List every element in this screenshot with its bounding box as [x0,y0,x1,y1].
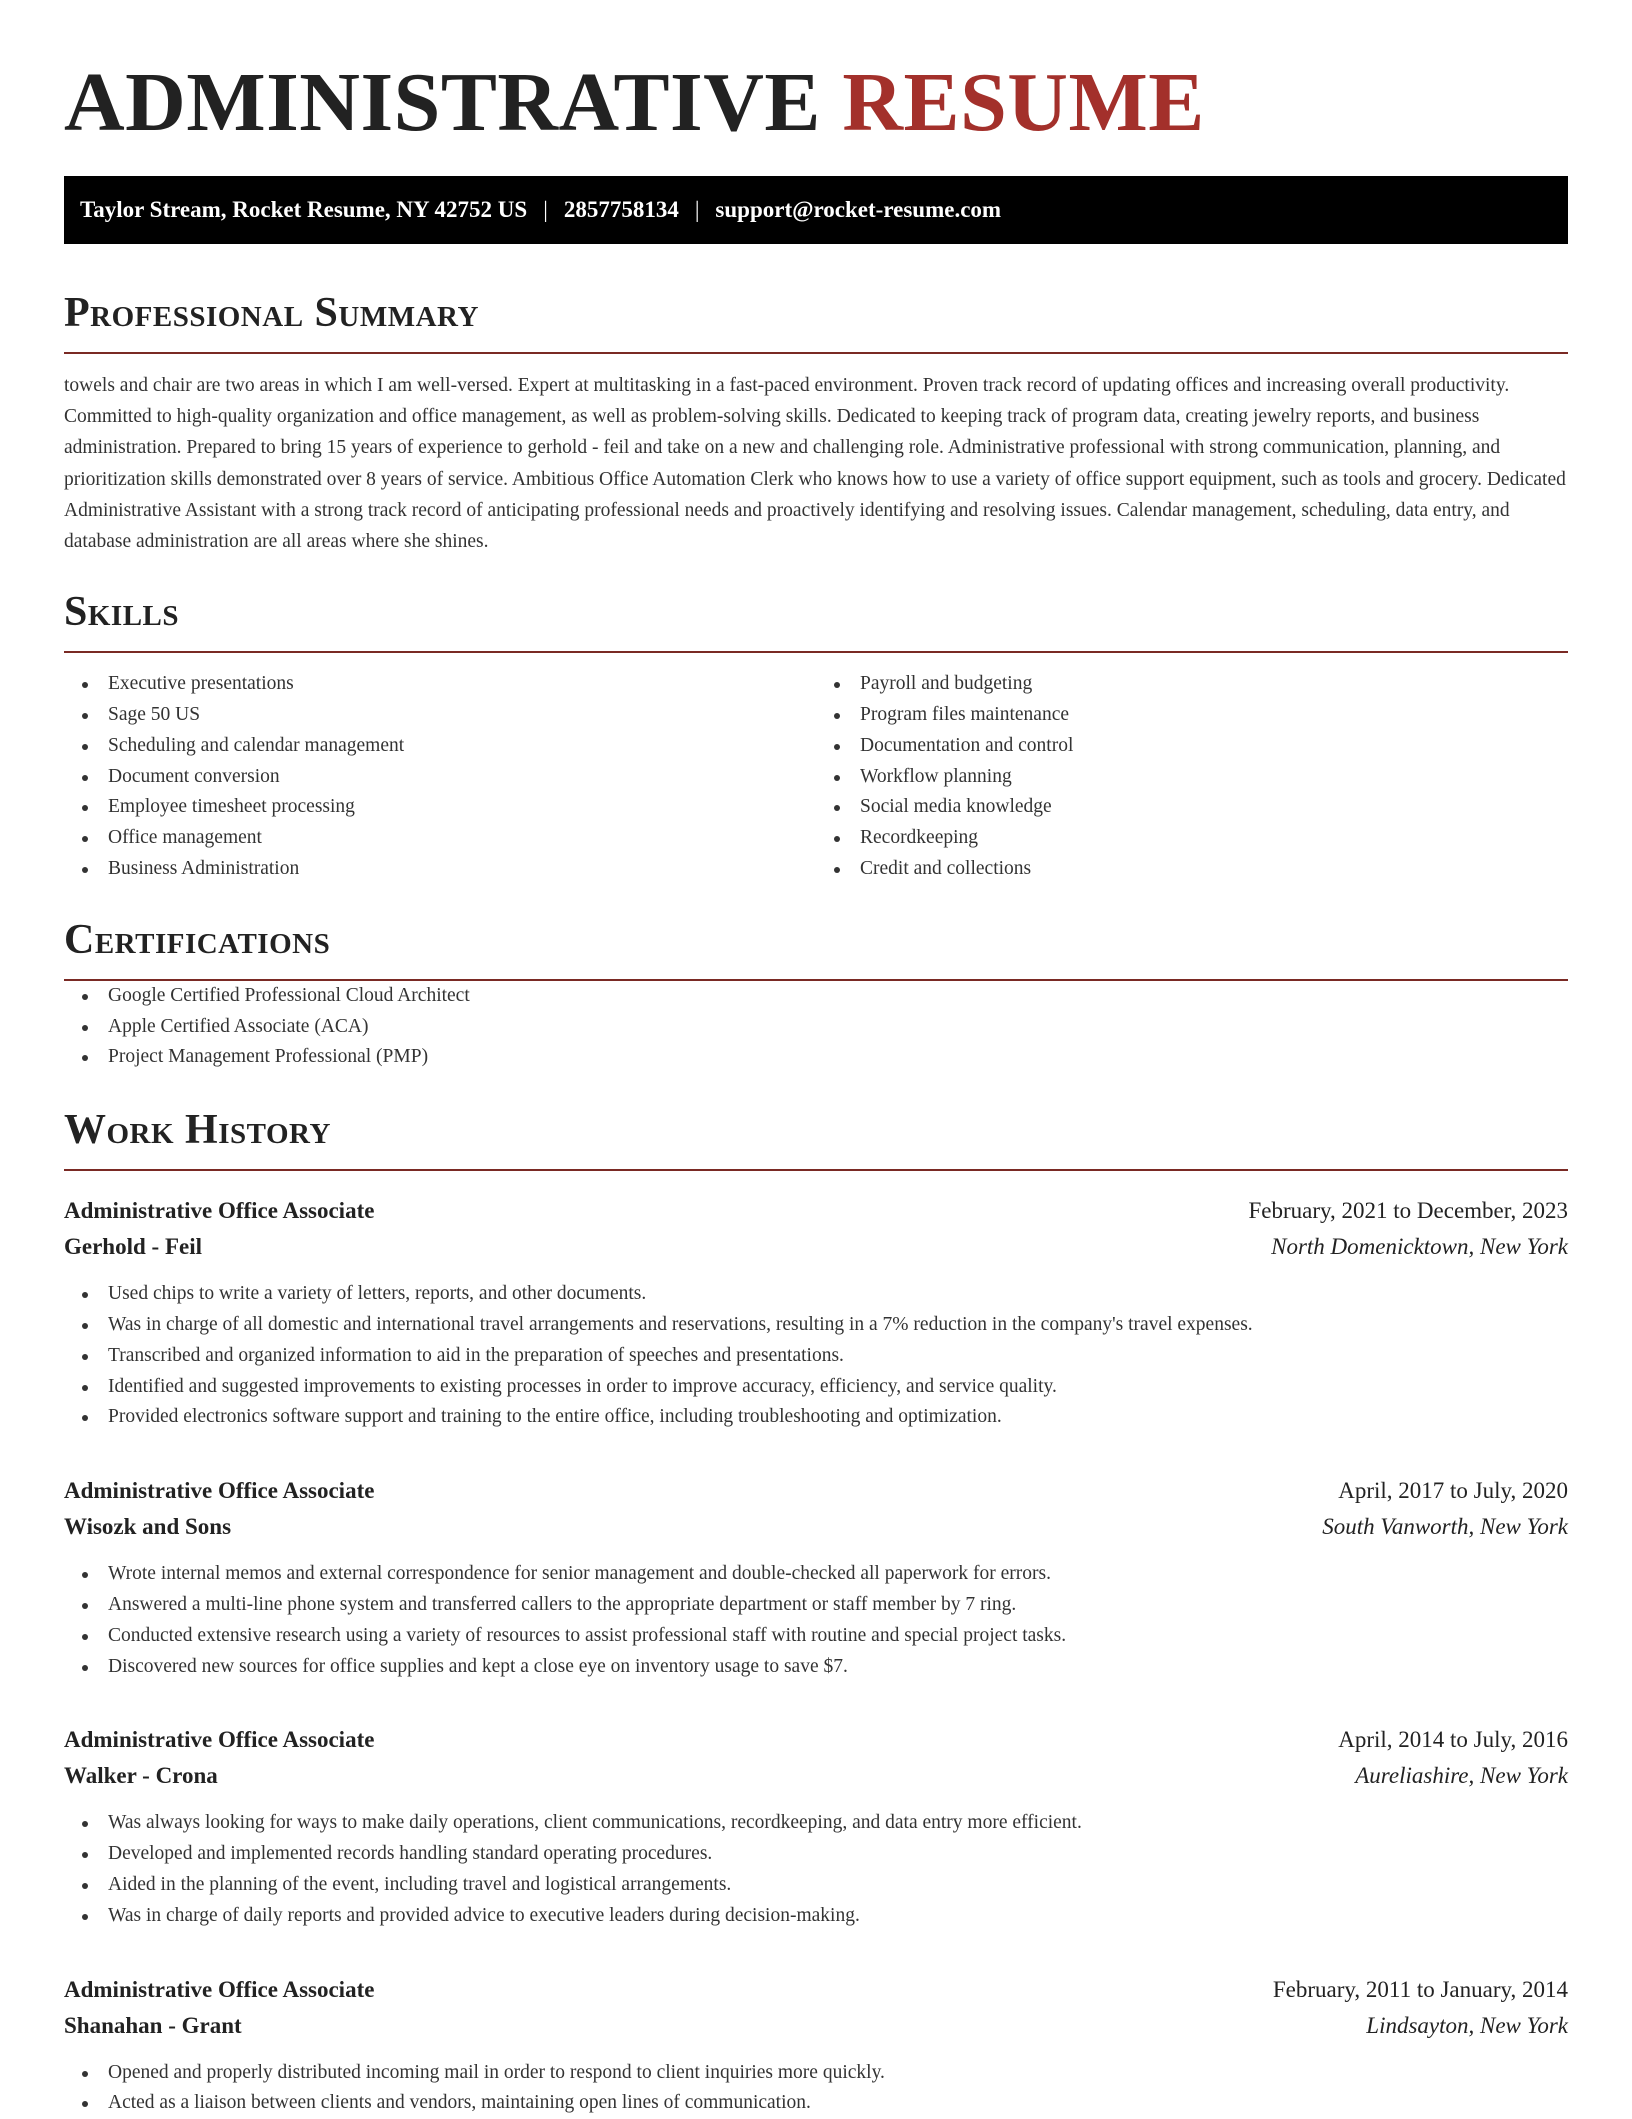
skill-item: Documentation and control [816,731,1568,762]
job-location: North Domenicktown, New York [1271,1234,1568,1260]
job-dates: April, 2014 to July, 2016 [1338,1727,1568,1753]
skill-item: Sage 50 US [64,700,816,731]
job-company: Shanahan - Grant [64,2012,242,2038]
section-divider [64,1169,1568,1171]
section-heading: Skills [64,589,180,636]
title-accent: RESUME [842,56,1205,149]
job-dates: February, 2011 to January, 2014 [1272,1976,1568,2002]
job-company-row [64,1509,1568,1545]
certification-item: Project Management Professional (PMP) [64,1042,1568,1073]
contact-separator: | [543,197,548,222]
job-bullet: Was in charge of all domestic and international travel arrangements and reservations, resulting in a 7% reduction in the company's travel expenses. [64,1310,1568,1341]
section-divider [64,651,1568,653]
section-heading: Professional Summary [64,290,479,336]
job-dates: April, 2017 to July, 2020 [1338,1478,1568,1504]
certifications-section [64,915,1568,1073]
job-bullet: Acted as a liaison between clients and vendors, maintaining open lines of communication. [64,2088,1568,2119]
work-history-section [64,1105,1568,2119]
job-bullet: Answered a multi-line phone system and transferred callers to the appropriate department or staff member by 7 ring. [64,1590,1568,1621]
contact-email: support@rocket-resume.com [715,197,1002,222]
skill-item: Recordkeeping [816,823,1568,854]
job-entry [64,1473,1568,1682]
skill-item: Social media knowledge [816,792,1568,823]
section-divider [64,352,1568,354]
professional-summary-section [64,288,1568,557]
job-dates: February, 2021 to December, 2023 [1248,1198,1568,1224]
job-header-row [64,1193,1568,1229]
certification-item: Google Certified Professional Cloud Architect [64,981,1568,1012]
job-header-row [64,1972,1568,2008]
job-bullets [64,1559,1568,1682]
job-company-row [64,2008,1568,2044]
job-bullet: Conducted extensive research using a variety of resources to assist professional staff with routine and special project tasks. [64,1621,1568,1652]
job-entry [64,1972,1568,2119]
skill-item: Executive presentations [64,669,816,700]
job-bullet: Discovered new sources for office supplies and kept a close eye on inventory usage to save $7. [64,1652,1568,1683]
skill-item: Scheduling and calendar management [64,731,816,762]
job-company: Gerhold - Feil [64,1234,202,1260]
job-bullets [64,2058,1568,2119]
job-bullet: Was always looking for ways to make daily operations, client communications, recordkeeping, and data entry more efficient. [64,1808,1568,1839]
certifications-list [64,981,1568,1073]
skill-item: Business Administration [64,854,816,885]
skills-list-right [816,669,1568,885]
job-bullet: Aided in the planning of the event, including travel and logistical arrangements. [64,1870,1568,1901]
skill-item: Program files maintenance [816,700,1568,731]
job-bullet: Opened and properly distributed incoming mail in order to respond to client inquiries more quickly. [64,2058,1568,2089]
job-location: Lindsayton, New York [1366,2012,1568,2038]
contact-phone: 2857758134 [563,197,679,222]
job-bullet: Wrote internal memos and external correspondence for senior management and double-checked all paperwork for errors. [64,1559,1568,1590]
skill-item: Payroll and budgeting [816,669,1568,700]
job-header-row [64,1722,1568,1758]
skill-item: Office management [64,823,816,854]
job-location: South Vanworth, New York [1322,1514,1568,1540]
job-bullet: Transcribed and organized information to aid in the preparation of speeches and presentations. [64,1341,1568,1372]
summary-text: towels and chair are two areas in which I am well-versed. Expert at multitasking in a fast-paced environment. Proven track record of updating offices and increasing overall productivity. Committed to high-quality organization and office management, as well as problem-solving skills. Dedicated to keeping track of program data, creating jewelry reports, and business administration. Prepared to bring 15 years of experience to gerhold - feil and take on a new and challenging role. Administrative professional with strong communication, planning, and prioritization skills demonstrated over 8 years of service. Ambitious Office Automation Clerk who knows how to use a variety of office support equipment, such as tools and grocery. Dedicated Administrative Assistant with a strong track record of anticipating professional needs and proactively identifying and resolving issues. Calendar management, scheduling, data entry, and database administration are all areas where she shines. [64,375,1566,553]
certification-item: Apple Certified Associate (ACA) [64,1012,1568,1043]
skills-section [64,587,1568,885]
skills-list-left [64,669,816,885]
contact-bar [64,176,1568,244]
job-title: Administrative Office Associate [64,1727,375,1753]
skills-columns [64,669,1568,885]
job-company: Walker - Crona [64,1763,218,1789]
contact-address: Taylor Stream, Rocket Resume, NY 42752 US [80,197,528,222]
job-title: Administrative Office Associate [64,1198,375,1224]
contact-separator: | [694,197,700,222]
job-bullets [64,1808,1568,1931]
job-title: Administrative Office Associate [64,1478,375,1504]
job-company-row [64,1758,1568,1794]
job-entry [64,1722,1568,1931]
job-entry [64,1193,1568,1433]
job-bullets [64,1279,1568,1433]
job-company: Wisozk and Sons [64,1514,232,1540]
job-bullet: Used chips to write a variety of letters, reports, and other documents. [64,1279,1568,1310]
job-company-row [64,1229,1568,1265]
job-bullet: Identified and suggested improvements to existing processes in order to improve accuracy, efficiency, and service quality. [64,1372,1568,1403]
skill-item: Employee timesheet processing [64,792,816,823]
section-heading: Certifications [64,916,331,963]
job-location: Aureliashire, New York [1355,1763,1568,1789]
skill-item: Credit and collections [816,854,1568,885]
section-heading: Work History [64,1107,331,1154]
title-main: ADMINISTRATIVE [64,56,821,149]
skill-item: Document conversion [64,762,816,793]
job-title: Administrative Office Associate [64,1976,375,2002]
resume-title [64,0,1568,148]
job-bullet: Was in charge of daily reports and provided advice to executive leaders during decision-making. [64,1901,1568,1932]
job-header-row [64,1473,1568,1509]
job-bullet: Developed and implemented records handling standard operating procedures. [64,1839,1568,1870]
job-bullet: Provided electronics software support and training to the entire office, including troubleshooting and optimization. [64,1402,1568,1433]
skill-item: Workflow planning [816,762,1568,793]
